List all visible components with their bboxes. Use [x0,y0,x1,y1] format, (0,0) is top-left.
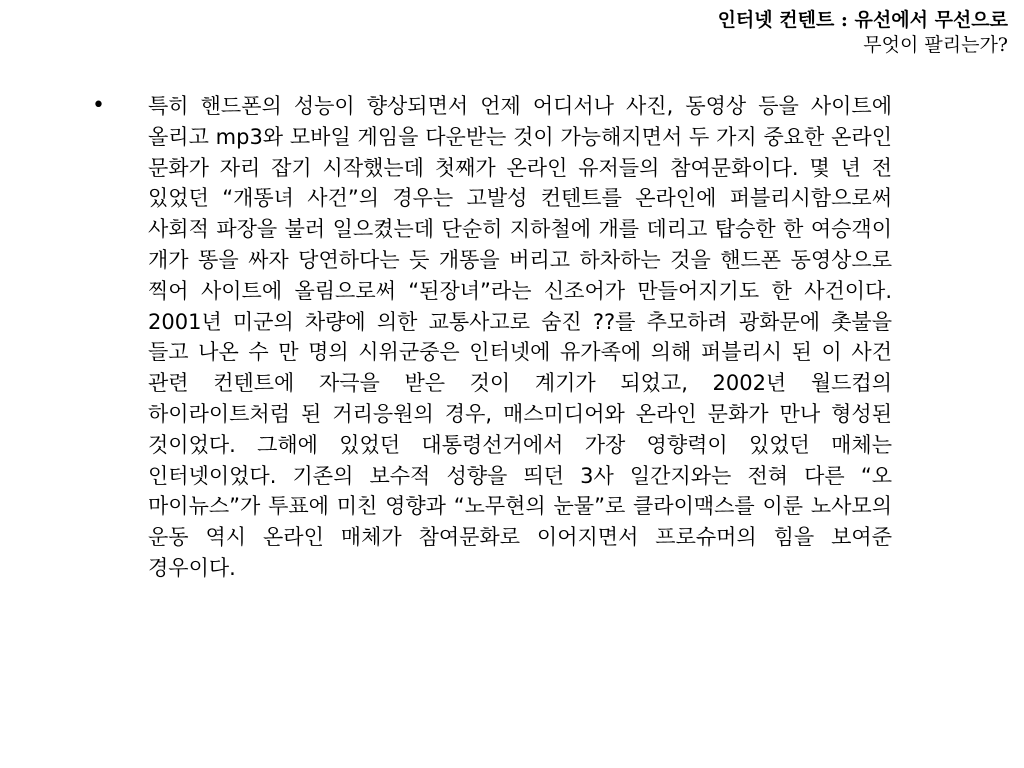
body-paragraph: 특히 핸드폰의 성능이 향상되면서 언제 어디서나 사진, 동영상 등을 사이트에 올리고 mp3와 모바일 게임을 다운받는 것이 가능해지면서 두 가지 중요한 온라인 문화가 자리 잡기 시작했는데 첫째가 온라인 유저들의 참여문화이다. 몇 년 전 있었던 “개똥녀 사건”의 경우는 고발성 컨텐트를 온라인에 퍼블리시함으로써 사회적 파장을 불러 일으켰는데 단순히 지하철에 개를 데리고 탑승한 한 여승객이 개가 똥을 싸자 당연하다는 듯 개똥을 버리고 하차하는 것을 핸드폰 동영상으로 찍어 사이트에 올림으로써 “된장녀”라는 신조어가 만들어지기도 한 사건이다. 2001년 미군의 차량에 의한 교통사고로 숨진 ??를 추모하려 광화문에 촛불을 들고 나온 수 만 명의 시위군중은 인터넷에 유가족에 의해 퍼블리시 된 이 사건 관련 컨텐트에 자극을 받은 것이 계기가 되었고, 2002년 월드컵의 하이라이트처럼 된 거리응원의 경우, 매스미디어와 온라인 문화가 만나 형성된 것이었다. 그해에 있었던 대통령선거에서 가장 영향력이 있었던 매체는 인터넷이었다. 기존의 보수적 성향을 띄던 3사 일간지와는 전혀 다른 “오 마이뉴스”가 투표에 미친 영향과 “노무현의 눈물”로 클라이맥스를 이룬 노사모의 운동 역시 온라인 매체가 참여문화로 이어지면서 프로슈머의 힘을 보여준 경우이다. [148,94,892,580]
slide-subtitle: 무엇이 팔리는가? [863,34,1008,56]
bullet-marker: • [92,93,105,118]
bullet-item [92,91,902,731]
slide-header [718,8,1008,58]
slide-title: 인터넷 컨텐트 : 유선에서 무선으로 [717,9,1008,31]
